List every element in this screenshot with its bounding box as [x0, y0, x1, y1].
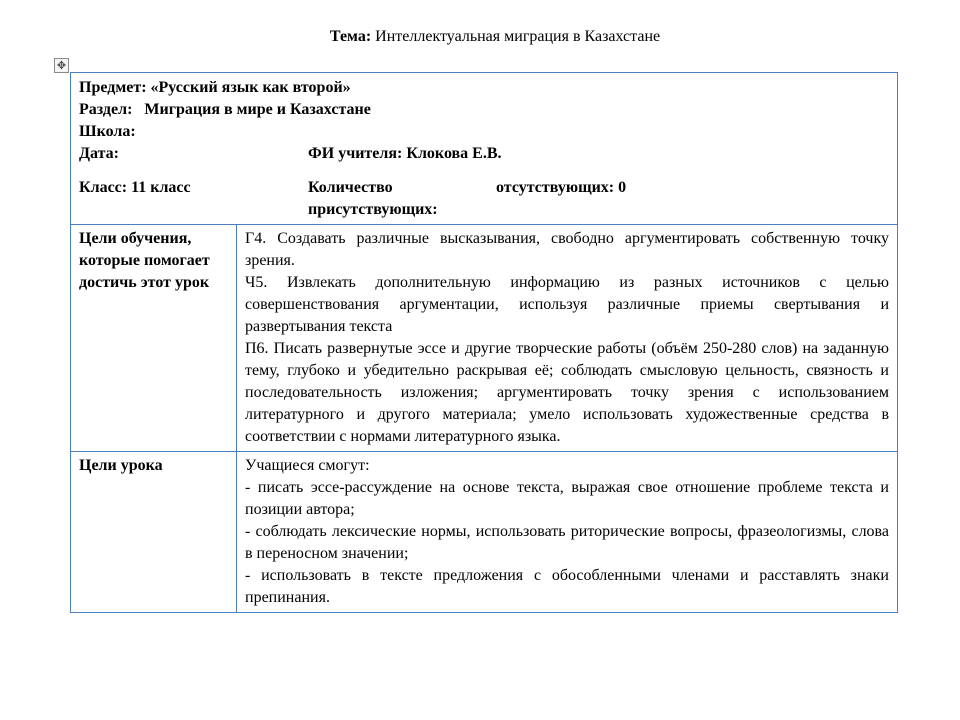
topic-text: Интеллектуальная миграция в Казахстане [375, 28, 661, 45]
lesson-goals-intro: Учащиеся смогут: [245, 457, 370, 474]
lesson-goal-item: - использовать в тексте предложения с обособленными членами и расставлять знаки препинания. [245, 567, 889, 606]
absent-count: отсутствующих: 0 [496, 179, 627, 196]
header-cell [71, 73, 898, 225]
table-move-handle-icon[interactable]: ✥ [54, 58, 69, 73]
learning-goals-row [71, 225, 898, 452]
goal-item-ch5: Ч5. Извлекать дополнительную информацию из разных источников с целью совершенствования аргументации, используя различные приемы свертывания и развертывания текста [245, 274, 889, 335]
class-count-row [79, 177, 889, 199]
lesson-goal-item: - писать эссе-рассуждение на основе текста, выражая свое отношение проблеме текста и позиции автора; [245, 479, 889, 518]
section-value: Миграция в мире и Казахстане [144, 101, 371, 118]
learning-goals-content [237, 225, 898, 452]
class: Класс: 11 класс [79, 179, 191, 196]
section-row [79, 99, 889, 121]
subject: Предмет: «Русский язык как второй» [79, 79, 351, 96]
lesson-goals-row [71, 452, 898, 613]
lesson-plan-table [70, 72, 898, 613]
section-label: Раздел: [79, 101, 133, 118]
learning-goals-label: Цели обучения, которые помогает достичь этот урок [71, 225, 237, 452]
lesson-goals-content [237, 452, 898, 613]
present-row [79, 199, 889, 221]
count-label: Количество [308, 179, 393, 196]
date: Дата: [79, 145, 119, 162]
header-row [71, 73, 898, 225]
teacher: ФИ учителя: Клокова Е.В. [308, 145, 502, 162]
goal-item-g4: Г4. Создавать различные высказывания, свободно аргументировать собственную точку зрения. [245, 230, 889, 269]
lesson-goal-item: - соблюдать лексические нормы, использовать риторические вопросы, фразеологизмы, слова в переносном значении; [245, 523, 889, 562]
lesson-goals-label: Цели урока [71, 452, 237, 613]
topic-label: Тема: [329, 28, 372, 45]
date-teacher-row [79, 143, 889, 165]
present-label: присутствующих: [308, 201, 438, 218]
goal-item-p6: П6. Писать развернутые эссе и другие творческие работы (объём 250-280 слов) на заданную тему, глубоко и убедительно раскрывая её; соблюдать смысловую цельность, связность и последовательность изложения; аргументировать точку зрения с использованием литературного и другого материала; умело использовать художественные средства в соответствии с нормами литературного языка. [245, 340, 889, 445]
school: Школа: [79, 123, 136, 140]
document-topic [0, 28, 960, 46]
